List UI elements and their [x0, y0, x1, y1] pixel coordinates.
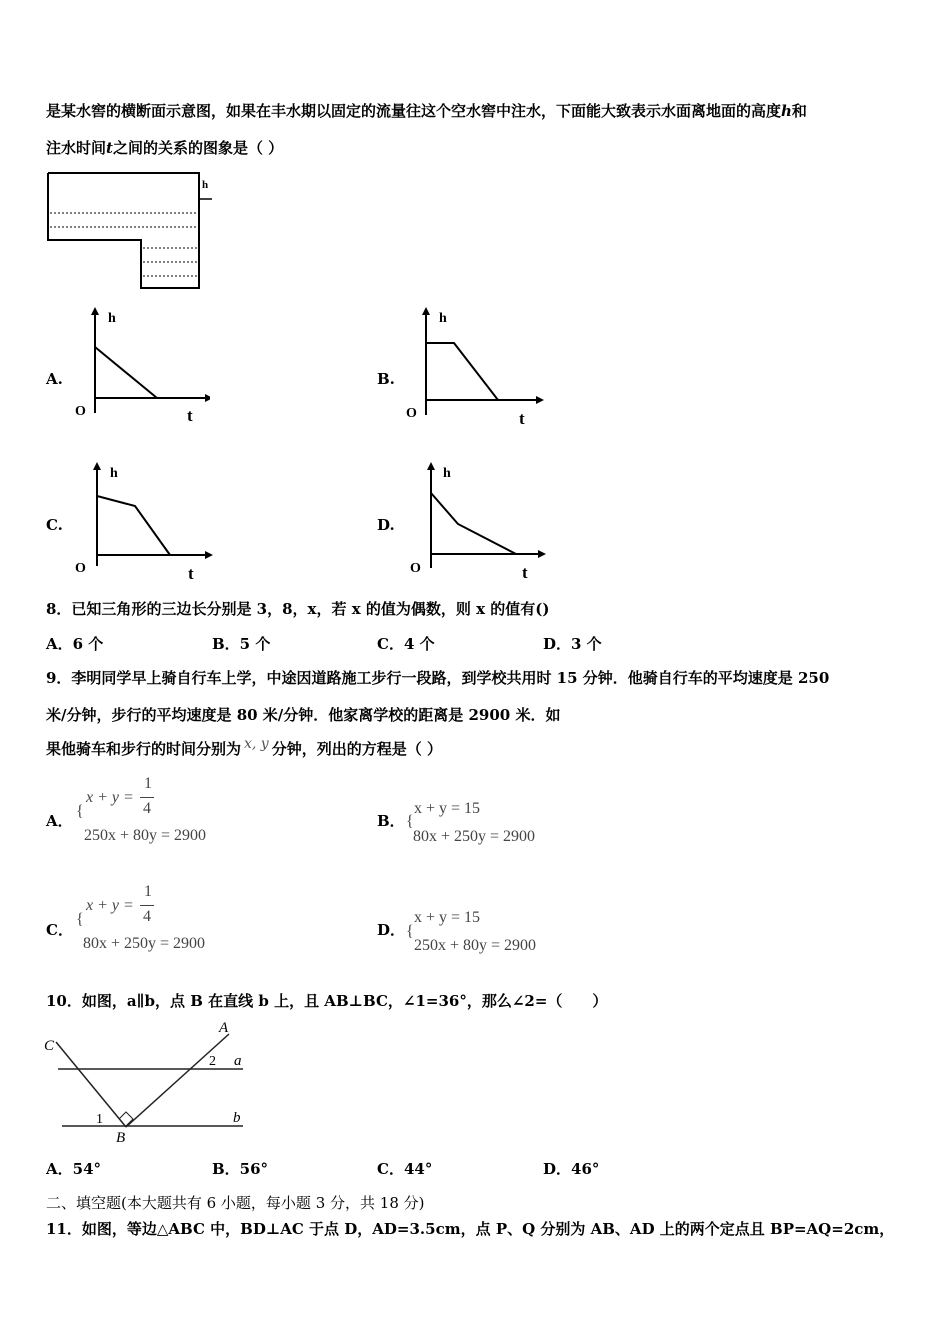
q8-option-c[interactable]: C．4 个	[377, 635, 435, 653]
q10-label-b-point: B	[116, 1130, 126, 1146]
q9-c-brace: {	[76, 911, 84, 928]
q9-line3-end: 分钟，列出的方程是（ ）	[271, 740, 442, 758]
q9-option-d-system[interactable]	[406, 908, 576, 958]
q10-label-line-a: a	[234, 1053, 242, 1069]
q8-stem: 8．已知三角形的三边长分别是 3，8，x，若 x 的值为偶数，则 x 的值有()	[46, 600, 550, 618]
q9-line3-vars: x, y	[244, 736, 269, 752]
q9-option-a-system[interactable]	[76, 776, 246, 846]
q9-b-eq2: 80x + 250y = 2900	[413, 828, 536, 845]
q7-a-axis-x: t	[187, 406, 193, 425]
q7-line1-end: 和	[791, 102, 807, 120]
q9-option-a-label[interactable]: A．	[46, 812, 73, 830]
q9-c-eq1: x + y =	[86, 897, 134, 914]
q11-stem: 11．如图，等边△ABC 中，BD⊥AC 于点 D，AD=3.5cm，点 P、Q 分别为 AB、AD 上的两个定点且 BP=AQ=2cm，	[46, 1220, 895, 1238]
q7-option-d-label[interactable]: D.	[377, 516, 395, 534]
q9-a-eq1: x + y =	[86, 789, 134, 806]
q7-line2-start: 注水时间	[46, 139, 107, 157]
q7-option-c-graph[interactable]	[70, 460, 215, 585]
q7-var-t: t	[106, 139, 113, 157]
q7-diagram-h-label: h	[202, 179, 209, 191]
q9-option-b-system[interactable]	[406, 798, 576, 848]
q9-line2: 米/分钟，步行的平均速度是 80 米/分钟．他家离学校的距离是 2900 米．如	[46, 706, 561, 724]
q7-a-origin: O	[75, 404, 86, 419]
q10-label-a: A	[219, 1020, 229, 1036]
q9-b-brace: {	[406, 813, 414, 830]
q7-b-origin: O	[406, 406, 417, 421]
q7-line1	[46, 104, 807, 119]
q9-c-frac-num: 1	[144, 883, 152, 900]
q10-angle-2: 2	[209, 1054, 216, 1069]
q7-option-a-label[interactable]: A.	[46, 370, 63, 388]
q10-option-b[interactable]: B．56°	[212, 1160, 269, 1178]
q9-a-frac-bar	[140, 797, 154, 798]
q9-c-frac-bar	[140, 905, 154, 906]
section2-heading: 二、填空题(本大题共有 6 小题，每小题 3 分，共 18 分)	[46, 1194, 425, 1212]
q9-option-b-label[interactable]: B．	[377, 812, 405, 830]
q9-a-frac-num: 1	[144, 775, 152, 792]
q9-a-eq2: 250x + 80y = 2900	[84, 827, 207, 844]
q9-option-d-label[interactable]: D．	[377, 921, 406, 939]
q9-d-eq1: x + y = 15	[414, 909, 481, 926]
q9-option-c-label[interactable]: C．	[46, 921, 73, 939]
q7-d-axis-x: t	[522, 563, 528, 582]
q7-a-axis-y: h	[108, 311, 116, 326]
q9-c-frac-den: 4	[143, 908, 151, 925]
q10-option-c[interactable]: C．44°	[377, 1160, 433, 1178]
q9-d-eq2: 250x + 80y = 2900	[414, 937, 537, 954]
q7-option-a-graph[interactable]	[70, 305, 210, 430]
q9-a-brace: {	[76, 803, 84, 820]
q10-angle-1: 1	[96, 1112, 103, 1127]
q7-line2-end: 之间的关系的图象是（ ）	[112, 139, 284, 157]
q9-a-frac-den: 4	[143, 800, 151, 817]
q9-b-eq1: x + y = 15	[414, 800, 481, 817]
q7-c-axis-x: t	[188, 564, 194, 583]
q7-option-b-label[interactable]: B.	[377, 370, 395, 388]
q9-c-eq2: 80x + 250y = 2900	[83, 935, 206, 952]
q9-line3	[46, 736, 442, 758]
q7-option-b-graph[interactable]	[401, 305, 551, 430]
q7-line1-text: 是某水窖的横断面示意图，如果在丰水期以固定的流量往这个空水窖中注水，下面能大致表示水面离地面的高度	[46, 102, 782, 120]
q9-line3-start: 果他骑车和步行的时间分别为	[46, 740, 242, 758]
q7-c-origin: O	[75, 561, 86, 576]
q10-option-d[interactable]: D．46°	[543, 1160, 600, 1178]
q7-option-d-graph[interactable]	[405, 460, 550, 585]
q7-cellar-diagram	[44, 170, 224, 294]
q8-option-b[interactable]: B．5 个	[212, 635, 271, 653]
q7-line2	[46, 141, 283, 156]
q10-label-line-b: b	[233, 1110, 241, 1126]
q10-figure	[40, 1018, 255, 1148]
q7-var-h: h	[781, 102, 792, 120]
q9-option-c-system[interactable]	[76, 884, 246, 954]
q8-option-d[interactable]: D．3 个	[543, 635, 602, 653]
q7-c-axis-y: h	[110, 466, 118, 481]
q7-d-axis-y: h	[443, 466, 451, 481]
q7-b-axis-y: h	[439, 311, 447, 326]
q7-option-c-label[interactable]: C.	[46, 516, 63, 534]
q8-option-a[interactable]: A．6 个	[46, 635, 104, 653]
q10-option-a[interactable]: A．54°	[46, 1160, 102, 1178]
q10-label-c: C	[44, 1038, 55, 1054]
q7-d-origin: O	[410, 561, 421, 576]
q10-stem: 10．如图，a∥b，点 B 在直线 b 上，且 AB⊥BC，∠1=36°，那么∠2=（ ）	[46, 992, 608, 1010]
q7-b-axis-x: t	[519, 409, 525, 428]
q9-d-brace: {	[406, 923, 414, 940]
q9-line1: 9．李明同学早上骑自行车上学，中途因道路施工步行一段路，到学校共用时 15 分钟．他骑自行车的平均速度是 250	[46, 669, 830, 687]
